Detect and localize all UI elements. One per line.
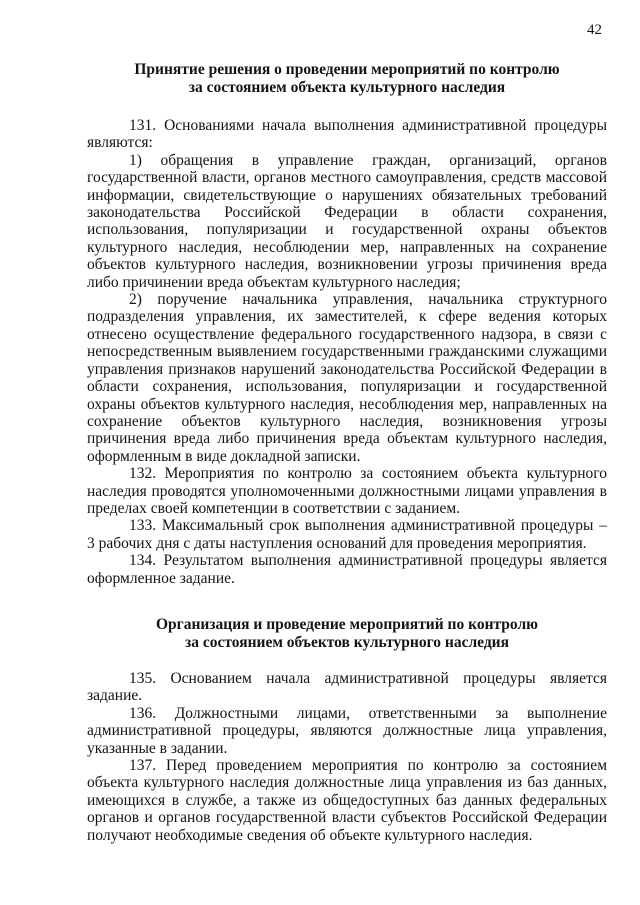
paragraph: 137. Перед проведением мероприятия по контролю за состоянием объекта культурного наследия должностные лица управления из баз данных, имеющихся в службе, а также из общедоступных баз данных федеральных органов и органов государственной власти субъектов Российской Федерации получают необходимые сведения об объекте культурного наследия. xyxy=(87,757,607,844)
paragraph: 132. Мероприятия по контролю за состоянием объекта культурного наследия проводятся уполномоченными должностными лицами управления в пределах своей компетенции в соответствии с заданием. xyxy=(87,465,607,517)
page-number: 42 xyxy=(587,22,602,38)
paragraph: 135. Основанием начала административной процедуры является задание. xyxy=(87,669,607,705)
section-heading-line: за состоянием объекта культурного наследия xyxy=(188,79,506,96)
section-body xyxy=(87,117,607,587)
paragraph: 133. Максимальный срок выполнения административной процедуры – 3 рабочих дня с даты наступления оснований для проведения мероприятия. xyxy=(87,517,607,552)
section-body xyxy=(87,670,607,844)
section-heading xyxy=(87,0,607,97)
section-heading-line: за состоянием объектов культурного наследия xyxy=(185,633,509,651)
section-heading-line: Принятие решения о проведении мероприятий по контролю xyxy=(134,61,560,78)
paragraph: 134. Результатом выполнения административной процедуры является оформленное задание. xyxy=(87,552,607,587)
paragraph: 1) обращения в управление граждан, организаций, органов государственной власти, органов местного самоуправления, средств массовой информации, свидетельствующие о нарушениях обязательных требований законодательства Российской Федерации в области сохранения, использования, популяризации и государственной охраны объектов культурного наследия, несоблюдении мер, направленных на сохранение объектов культурного наследия, возникновении угрозы причинения вреда либо причинении вреда объектам культурного наследия; xyxy=(87,151,607,291)
paragraph: 136. Должностными лицами, ответственными за выполнение административной процедуры, являются должностные лица управления, указанные в задании. xyxy=(87,704,607,757)
paragraph: 131. Основаниями начала выполнения административной процедуры являются: xyxy=(87,117,607,152)
section-heading xyxy=(87,616,607,652)
paragraph: 2) поручение начальника управления, начальника структурного подразделения управления, их заместителей, к сфере ведения которых отнесено осуществление федерального государственного надзора, в связи с непосредственным выявлением государственными гражданскими служащими управления признаков нарушений законодательства Российской Федерации в области сохранения, использования, популяризации и государственной охраны объектов культурного наследия, несоблюдения мер, направленных на сохранение объектов культурного наследия, возникновения угрозы причинения вреда либо причинения вреда объектам культурного наследия, оформленным в виде докладной записки. xyxy=(87,291,607,465)
section-heading-line: Организация и проведение мероприятий по контролю xyxy=(155,615,539,633)
